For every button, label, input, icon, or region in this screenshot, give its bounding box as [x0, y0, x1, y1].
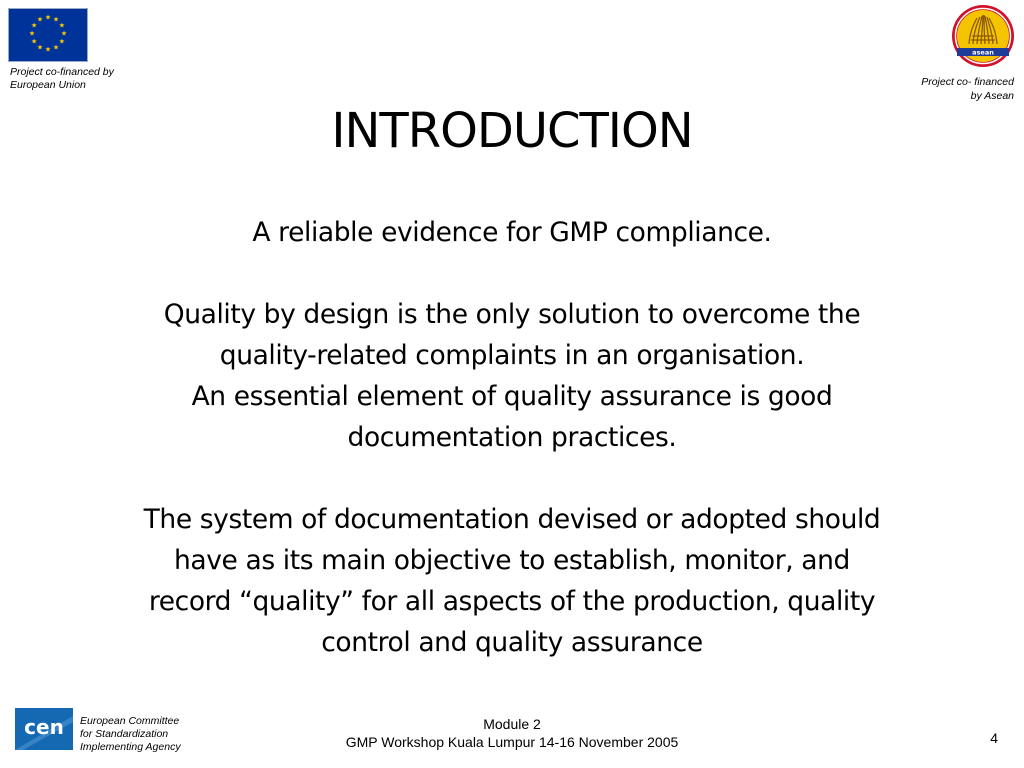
cen-caption-line: European Committee	[80, 715, 180, 727]
eu-caption-line: Project co-financed by	[10, 66, 114, 78]
cen-caption-line: for Standardization	[80, 728, 169, 740]
page-number: 4	[990, 730, 998, 746]
cen-caption-line: Implementing Agency	[80, 741, 181, 753]
svg-text:★: ★	[52, 15, 60, 24]
svg-text:★: ★	[28, 29, 36, 38]
eu-cofinance-caption	[10, 66, 114, 92]
svg-text:★: ★	[44, 45, 52, 54]
paragraph-documentation-system-line: control and quality assurance	[321, 627, 703, 658]
slide-body	[60, 212, 964, 663]
paragraph-documentation-practices-line: An essential element of quality assurance is good	[191, 381, 833, 412]
paragraph-documentation-practices-line: documentation practices.	[347, 422, 677, 453]
paragraph-documentation-system-line: record “quality” for all aspects of the production, quality	[148, 586, 876, 617]
svg-text:★: ★	[36, 15, 44, 24]
paragraph-gmp-evidence: A reliable evidence for GMP compliance.	[252, 217, 772, 248]
paragraph-documentation-system-line: have as its main objective to establish, monitor, and	[174, 545, 850, 576]
svg-text:★: ★	[30, 21, 38, 30]
svg-text:★: ★	[58, 21, 66, 30]
paragraph-quality-by-design-line: quality-related complaints in an organisation.	[219, 340, 805, 371]
eu-caption-line: European Union	[10, 79, 86, 91]
asean-logo-wordmark: asean	[972, 48, 994, 57]
paragraph-quality-by-design-line: Quality by design is the only solution to overcome the	[163, 299, 861, 330]
svg-text:★: ★	[44, 13, 52, 22]
eu-stars-icon	[9, 9, 87, 61]
footer-module: Module 2	[483, 716, 541, 732]
svg-text:★: ★	[52, 43, 60, 52]
asean-caption-line: Project co- financed	[921, 76, 1014, 88]
paragraph-documentation-system-line: The system of documentation devised or adopted should	[143, 504, 881, 535]
slide-title: INTRODUCTION	[331, 103, 693, 159]
cen-logo-wordmark: cen	[24, 715, 64, 739]
asean-logo	[951, 4, 1015, 68]
svg-text:★: ★	[58, 37, 66, 46]
eu-flag-logo	[8, 8, 88, 62]
svg-text:★: ★	[36, 43, 44, 52]
svg-text:★: ★	[60, 29, 68, 38]
asean-caption-line: by Asean	[970, 90, 1014, 102]
footer-workshop-info	[0, 715, 1024, 751]
footer-workshop: GMP Workshop Kuala Lumpur 14-16 November 2005	[345, 734, 679, 750]
svg-text:★: ★	[30, 37, 38, 46]
